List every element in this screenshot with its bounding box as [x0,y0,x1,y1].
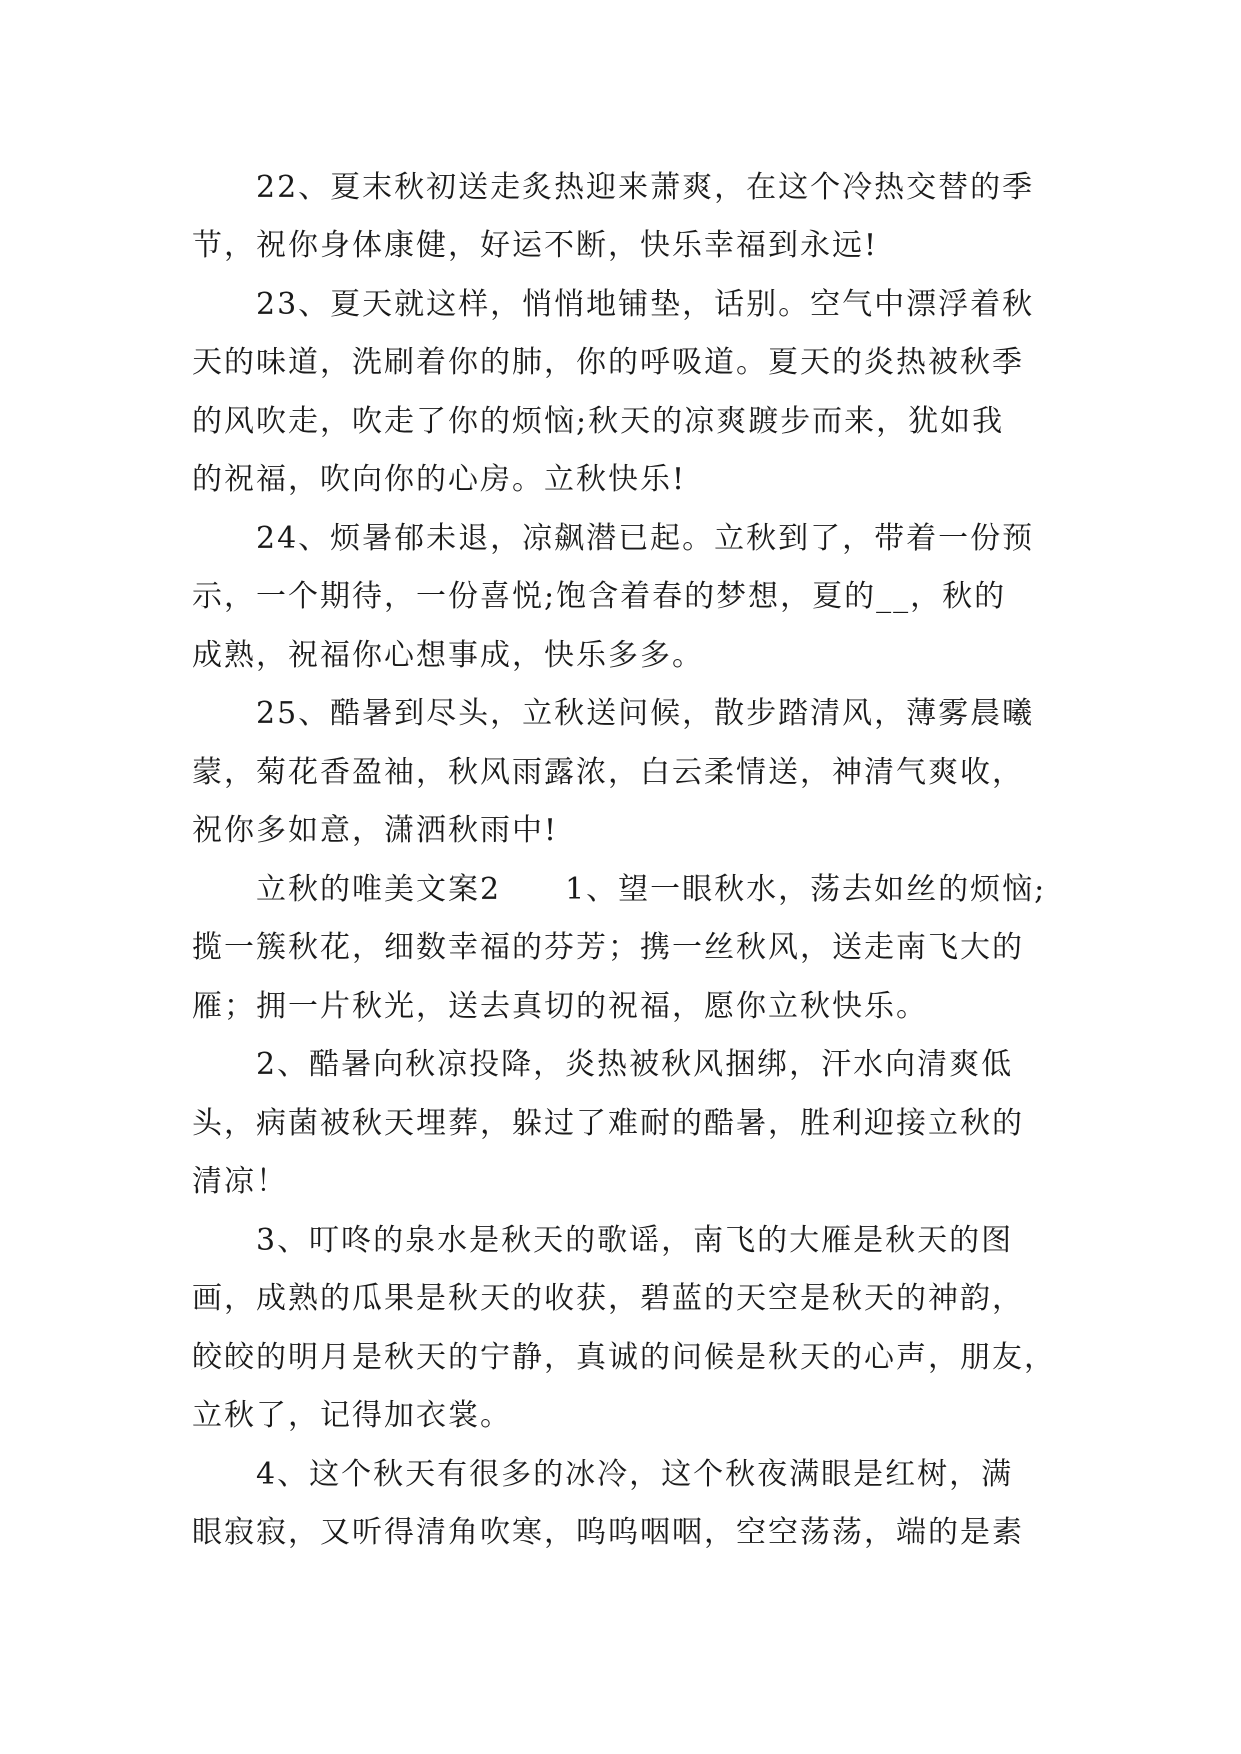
text-line: 蒙，菊花香盈袖，秋风雨露浓，白云柔情送，神清气爽收， [192,755,1024,790]
text-line: 立秋了，记得加衣裳。 [192,1398,512,1433]
text-line: 清凉！ [192,1164,288,1199]
text-line: 成熟，祝福你心想事成，快乐多多。 [192,638,704,673]
text-line: 天的味道，洗刷着你的肺，你的呼吸道。夏天的炎热被秋季 [192,345,1024,380]
text-line: 4、这个秋天有很多的冰冷，这个秋夜满眼是红树，满 [256,1457,1014,1492]
text-line: 揽一簇秋花，细数幸福的芬芳；携一丝秋风，送走南飞大的 [192,930,1024,965]
text-line: 雁；拥一片秋光，送去真切的祝福，愿你立秋快乐。 [192,989,928,1024]
text-line: 24、烦暑郁未退，凉飙潜已起。立秋到了，带着一份预 [256,521,1035,556]
text-line: 的祝福，吹向你的心房。立秋快乐! [192,462,687,497]
text-line: 示，一个期待，一份喜悦;饱含着春的梦想，夏的__，秋的 [192,579,1007,614]
text-line: 祝你多如意，潇洒秋雨中! [192,813,559,848]
text-line: 3、叮咚的泉水是秋天的歌谣，南飞的大雁是秋天的图 [256,1223,1014,1258]
text-line: 立秋的唯美文案2 1、望一眼秋水，荡去如丝的烦恼; [256,872,1047,907]
text-line: 皎皎的明月是秋天的宁静，真诚的问候是秋天的心声，朋友， [192,1340,1056,1375]
text-line: 头，病菌被秋天埋葬，躲过了难耐的酷暑，胜利迎接立秋的 [192,1106,1024,1141]
text-line: 25、酷暑到尽头，立秋送问候，散步踏清风，薄雾晨曦 [256,696,1035,731]
text-line: 节，祝你身体康健，好运不断，快乐幸福到永远! [192,228,879,263]
text-line: 2、酷暑向秋凉投降，炎热被秋风捆绑，汗水向清爽低 [256,1047,1014,1082]
text-line: 画，成熟的瓜果是秋天的收获，碧蓝的天空是秋天的神韵， [192,1281,1024,1316]
text-line: 眼寂寂，又听得清角吹寒，呜呜咽咽，空空荡荡，端的是素 [192,1515,1024,1550]
text-line: 22、夏末秋初送走炙热迎来萧爽，在这个冷热交替的季 [256,170,1035,205]
text-line: 23、夏天就这样，悄悄地铺垫，话别。空气中漂浮着秋 [256,287,1035,322]
text-line: 的风吹走，吹走了你的烦恼;秋天的凉爽踱步而来，犹如我 [192,404,1005,439]
